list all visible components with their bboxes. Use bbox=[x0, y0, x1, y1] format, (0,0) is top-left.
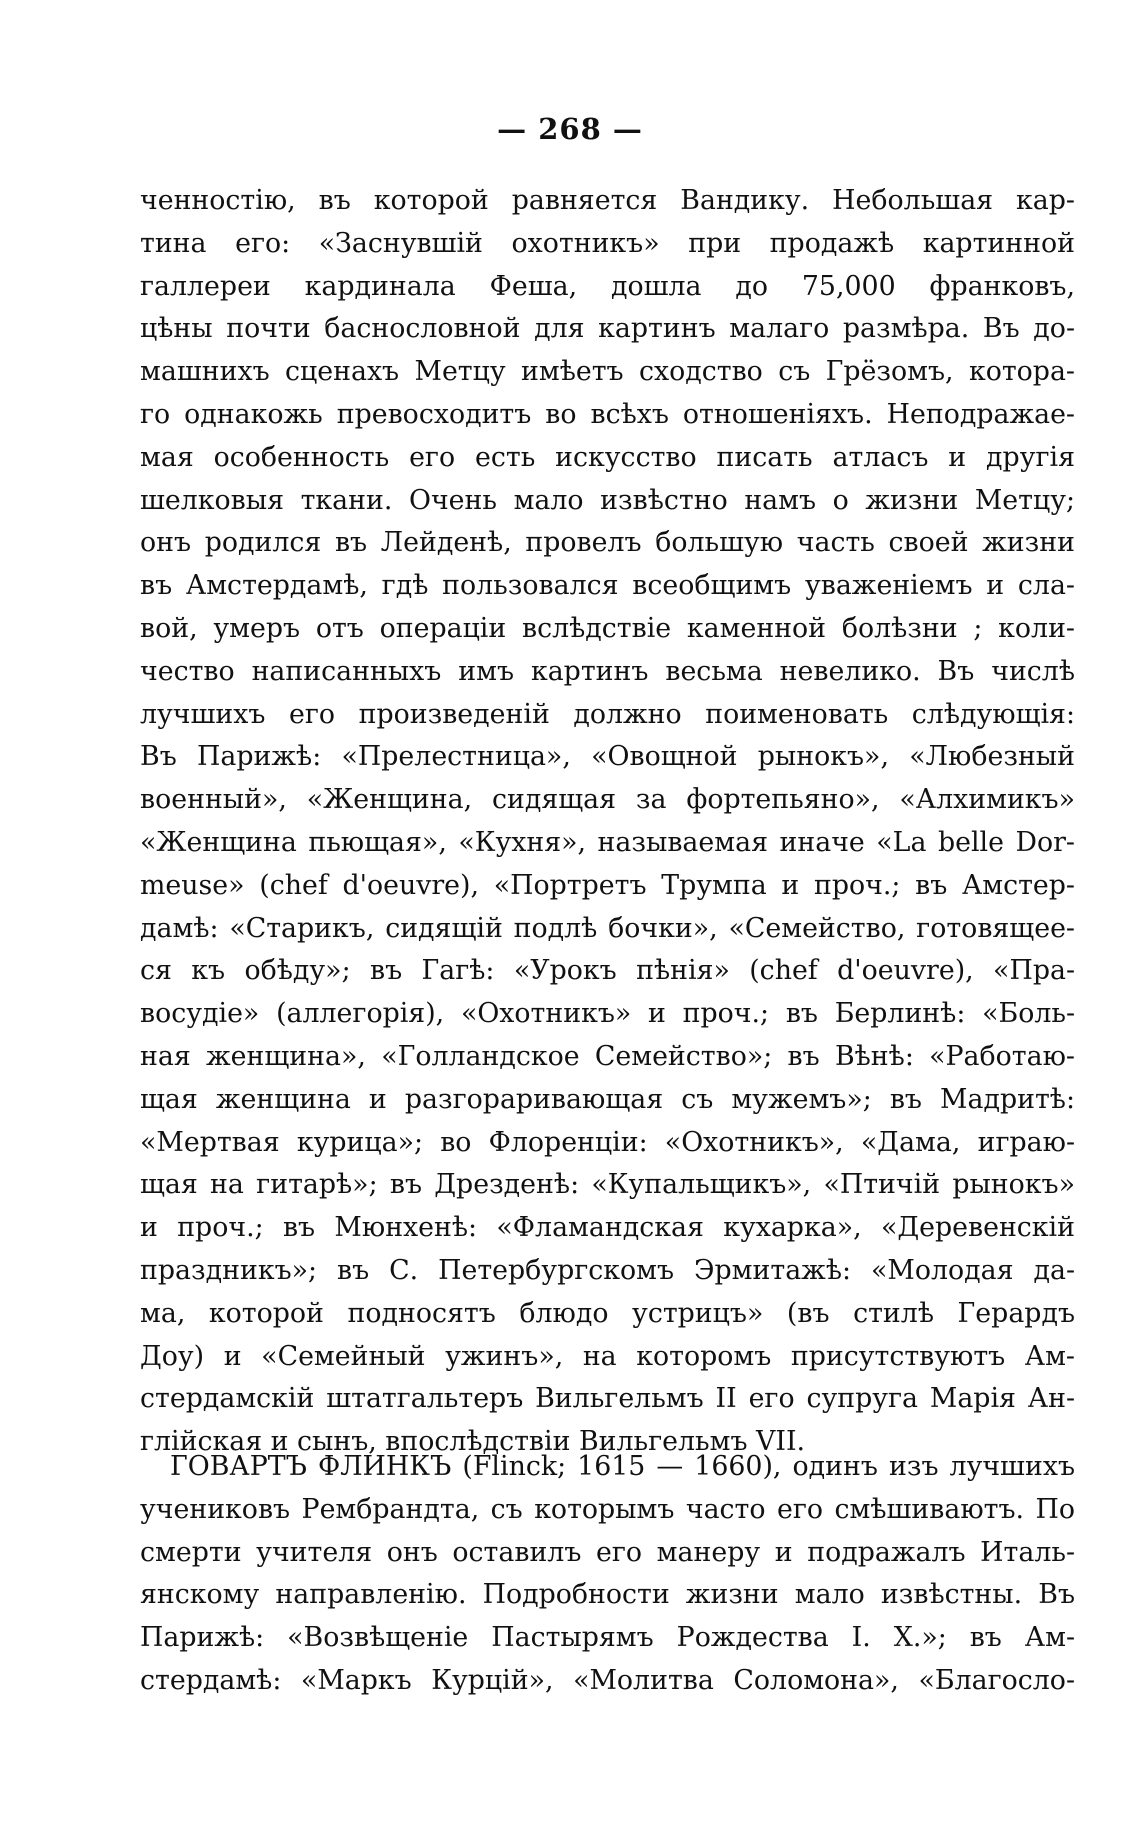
text-line: и проч.; въ Мюнхенѣ: «Фламандская кухарка», «Деревенскій bbox=[140, 1212, 1075, 1244]
text-line: «Женщина пьющая», «Кухня», называемая иначе «La belle Dor- bbox=[140, 826, 1075, 858]
text-line: восудіе» (аллегорія), «Охотникъ» и проч.; въ Берлинѣ: «Боль- bbox=[140, 998, 1075, 1030]
text-line: Въ Парижѣ: «Прелестница», «Овощной рынокъ», «Любезный bbox=[140, 741, 1075, 773]
text-line: Доу) и «Семейный ужинъ», на которомъ присутствуютъ Ам- bbox=[140, 1340, 1075, 1372]
text-line: ма, которой подносятъ блюдо устрицъ» (въ стилѣ Герардъ bbox=[140, 1297, 1075, 1329]
text-line: дамѣ: «Старикъ, сидящій подлѣ бочки», «Семейство, готовящее- bbox=[140, 912, 1075, 944]
text-line: ная женщина», «Голландское Семейство»; въ Вѣнѣ: «Работаю- bbox=[140, 1040, 1075, 1072]
text-line: цѣны почти баснословной для картинъ малаго размѣра. Въ до- bbox=[140, 313, 1075, 345]
text-line: «Мертвая курица»; во Флоренціи: «Охотникъ», «Дама, играю- bbox=[140, 1126, 1075, 1158]
text-line: го однакожь превосходитъ во всѣхъ отношеніяхъ. Неподражае- bbox=[140, 398, 1075, 430]
text-line: учениковъ Рембрандта, съ которымъ часто его смѣшиваютъ. По bbox=[140, 1493, 1075, 1525]
text-line: стердамскій штатгальтеръ Вильгельмъ II его супруга Марія Ан- bbox=[140, 1383, 1075, 1415]
text-line: ГОВАРТЪ ФЛИНКЪ (Flinck; 1615 — 1660), одинъ изъ лучшихъ bbox=[170, 1451, 1075, 1482]
text-line: лучшихъ его произведеній должно поименовать слѣдующія: bbox=[140, 698, 1075, 730]
paragraph-metsu bbox=[140, 180, 1075, 1464]
text-line: тина его: «Заснувшій охотникъ» при продажѣ картинной bbox=[140, 227, 1075, 259]
text-line: смерти учителя онъ оставилъ его манеру и подражалъ Италь- bbox=[140, 1536, 1075, 1568]
text-line: военный», «Женщина, сидящая за фортепьяно», «Алхимикъ» bbox=[140, 784, 1075, 816]
page-number: — 268 — bbox=[497, 112, 643, 146]
text-line: вой, умеръ отъ операціи вслѣдствіе каменной болѣзни ; коли- bbox=[140, 612, 1075, 644]
text-line: Парижѣ: «Возвѣщеніе Пастырямъ Рождества І. Х.»; въ Ам- bbox=[140, 1622, 1075, 1654]
text-line: мая особенность его есть искусство писать атласъ и другія bbox=[140, 441, 1075, 473]
text-line: въ Амстердамѣ, гдѣ пользовался всеобщимъ уваженіемъ и сла- bbox=[140, 570, 1075, 602]
text-line: глійская и сынъ, впослѣдствіи Вильгельмъ VII. bbox=[140, 1426, 806, 1458]
text-line: машнихъ сценахъ Метцу имѣетъ сходство съ Грёзомъ, котора- bbox=[140, 356, 1075, 388]
text-line: щая женщина и разгораривающая съ мужемъ»; въ Мадритѣ: bbox=[140, 1083, 1075, 1115]
text-line: шелковыя ткани. Очень мало извѣстно намъ о жизни Метцу; bbox=[140, 484, 1075, 516]
text-line: ся къ обѣду»; въ Гагѣ: «Урокъ пѣнія» (chef d'oeuvre), «Пра- bbox=[140, 955, 1075, 987]
text-line: щая на гитарѣ»; въ Дрезденѣ: «Купальщикъ», «Птичій рынокъ» bbox=[140, 1169, 1075, 1201]
text-line: чество написанныхъ имъ картинъ весьма невелико. Въ числѣ bbox=[140, 655, 1075, 687]
text-line: стердамѣ: «Маркъ Курцій», «Молитва Соломона», «Благосло- bbox=[140, 1664, 1075, 1696]
text-line: галлереи кардинала Феша, дошла до 75,000 франковъ, bbox=[140, 270, 1075, 302]
text-line: онъ родился въ Лейденѣ, провелъ большую часть своей жизни bbox=[140, 527, 1075, 559]
paragraph-flinck bbox=[140, 1446, 1075, 1703]
text-line: праздникъ»; въ С. Петербургскомъ Эрмитажѣ: «Молодая да- bbox=[140, 1254, 1075, 1286]
text-line: янскому направленію. Подробности жизни мало извѣстны. Въ bbox=[140, 1579, 1075, 1611]
text-line: meuse» (chef d'oeuvre), «Портретъ Трумпа и проч.; въ Амстер- bbox=[140, 869, 1075, 901]
text-line: ченностію, въ которой равняется Вандику. Небольшая кар- bbox=[140, 185, 1075, 216]
